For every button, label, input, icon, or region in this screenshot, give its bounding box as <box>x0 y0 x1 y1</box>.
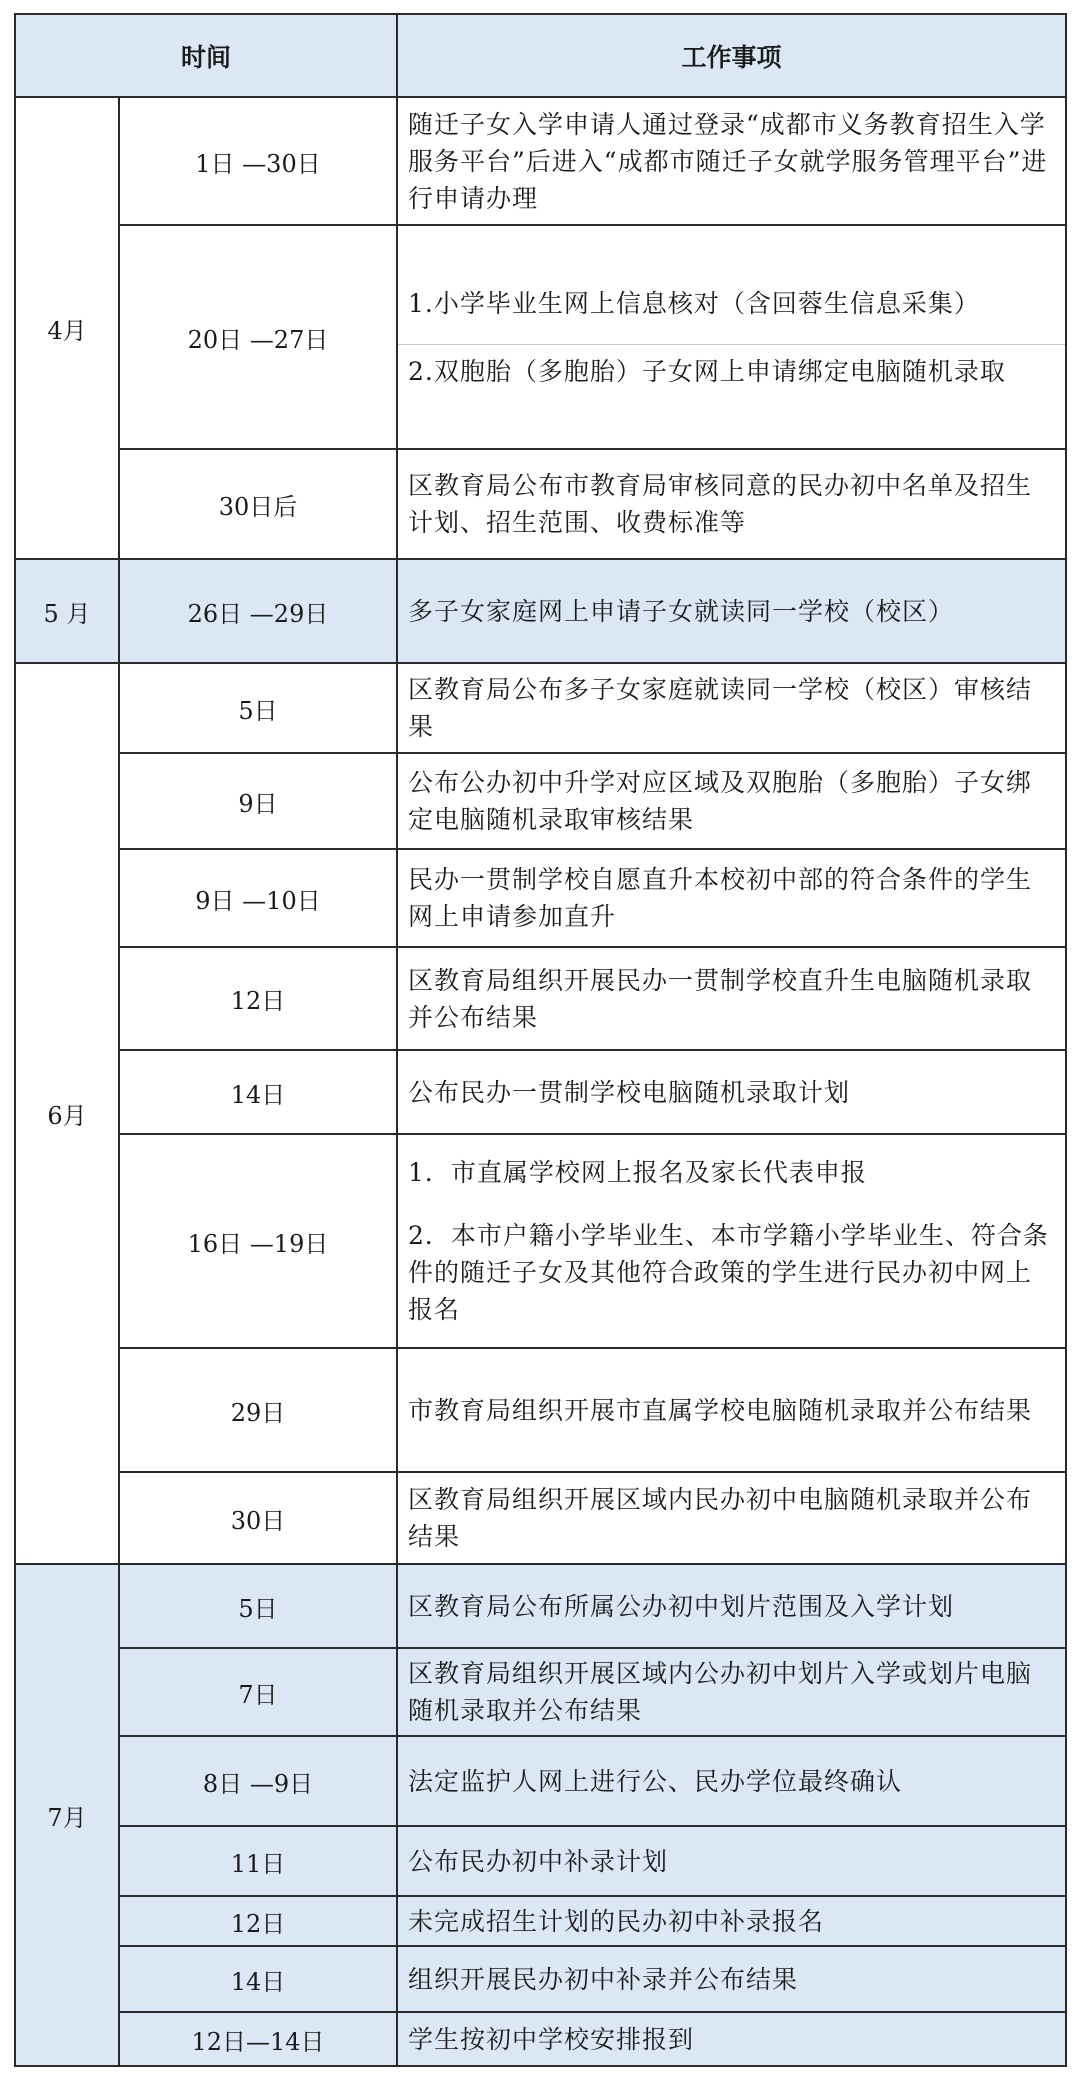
work-item-cell <box>397 1472 1066 1564</box>
month-cell: 5 月 <box>15 559 119 663</box>
schedule-row <box>15 753 1066 849</box>
work-item-cell <box>397 1946 1066 2012</box>
work-item-text: 公布民办初中补录计划 <box>408 1846 669 1876</box>
schedule-row <box>15 1736 1066 1826</box>
schedule-row <box>15 97 1066 225</box>
work-item-cell <box>397 1050 1066 1134</box>
work-item-text: 公布公办初中升学对应区域及双胞胎（多胞胎）子女绑定电脑随机录取审核结果 <box>408 768 1033 834</box>
date-cell: 5日 <box>119 1564 397 1648</box>
work-item-cell <box>397 947 1066 1050</box>
schedule-row <box>15 2012 1066 2066</box>
work-item-text: 1．市直属学校网上报名及家长代表申报 <box>408 1158 867 1187</box>
schedule-row <box>15 1946 1066 2012</box>
schedule-row <box>15 663 1066 753</box>
date-cell: 9日 <box>119 753 397 849</box>
schedule-row <box>15 1648 1066 1736</box>
work-item-text: 民办一贯制学校自愿直升本校初中部的符合条件的学生网上申请参加直升 <box>408 865 1033 931</box>
work-item-text: 公布民办一贯制学校电脑随机录取计划 <box>408 1077 851 1107</box>
work-item-text: 2．本市户籍小学毕业生、本市学籍小学毕业生、符合条件的随迁子女及其他符合政策的学生进行民办初中网上报名 <box>408 1221 1049 1324</box>
schedule-row <box>15 1348 1066 1472</box>
work-item-cell <box>397 849 1066 947</box>
date-cell: 1日 —30日 <box>119 97 397 225</box>
work-item-cell <box>397 559 1066 663</box>
work-item-cell <box>397 1564 1066 1648</box>
work-item-cell <box>397 663 1066 753</box>
month-cell: 4月 <box>15 97 119 559</box>
work-item-cell <box>397 1736 1066 1826</box>
enrollment-schedule-table <box>14 13 1067 2067</box>
work-item-text: 区教育局公布多子女家庭就读同一学校（校区）审核结果 <box>408 675 1033 741</box>
work-item-text: 市教育局组织开展市直属学校电脑随机录取并公布结果 <box>408 1395 1033 1425</box>
schedule-body <box>15 97 1066 2066</box>
date-cell: 8日 —9日 <box>119 1736 397 1826</box>
date-cell: 9日 —10日 <box>119 849 397 947</box>
work-item-cell <box>397 97 1066 225</box>
date-cell: 5日 <box>119 663 397 753</box>
date-cell: 30日后 <box>119 449 397 559</box>
work-item-cell <box>397 449 1066 559</box>
date-cell: 14日 <box>119 1946 397 2012</box>
date-cell: 12日 <box>119 947 397 1050</box>
month-cell: 6月 <box>15 663 119 1564</box>
schedule-row <box>15 1472 1066 1564</box>
date-cell: 14日 <box>119 1050 397 1134</box>
schedule-row <box>15 1134 1066 1348</box>
work-item-text: 1.小学毕业生网上信息核对（含回蓉生信息采集） <box>408 288 980 318</box>
time-column-header: 时间 <box>15 14 397 97</box>
work-column-header: 工作事项 <box>397 14 1066 97</box>
work-item-text: 2.双胞胎（多胞胎）子女网上申请绑定电脑随机录取 <box>408 356 1006 386</box>
schedule-row <box>15 559 1066 663</box>
date-cell: 7日 <box>119 1648 397 1736</box>
work-item-cell <box>397 2012 1066 2066</box>
work-item-cell <box>397 1648 1066 1736</box>
date-cell: 26日 —29日 <box>119 559 397 663</box>
sub-item-divider <box>398 344 1065 345</box>
schedule-row <box>15 1564 1066 1648</box>
date-cell: 12日 <box>119 1896 397 1946</box>
work-item-cell <box>397 753 1066 849</box>
schedule-row <box>15 1826 1066 1896</box>
schedule-row <box>15 1050 1066 1134</box>
work-item-text: 区教育局组织开展民办一贯制学校直升生电脑随机录取并公布结果 <box>408 965 1033 1032</box>
work-item-cell <box>397 1348 1066 1472</box>
date-cell: 29日 <box>119 1348 397 1472</box>
date-cell: 12日—14日 <box>119 2012 397 2066</box>
work-item-text: 区教育局公布市教育局审核同意的民办初中名单及招生计划、招生范围、收费标准等 <box>408 471 1033 537</box>
work-item-cell <box>397 1896 1066 1946</box>
work-item-text: 学生按初中学校安排报到 <box>408 2024 695 2054</box>
date-cell: 30日 <box>119 1472 397 1564</box>
work-item-text: 区教育局组织开展区域内民办初中电脑随机录取并公布结果 <box>408 1485 1033 1551</box>
work-item-text: 随迁子女入学申请人通过登录“成都市义务教育招生入学服务平台”后进入“成都市随迁子女就学服务管理平台”进行申请办理 <box>408 109 1048 213</box>
work-item-cell <box>397 1826 1066 1896</box>
schedule-row <box>15 449 1066 559</box>
work-item-cell <box>397 225 1066 449</box>
schedule-row <box>15 1896 1066 1946</box>
date-cell: 11日 <box>119 1826 397 1896</box>
schedule-row <box>15 225 1066 449</box>
date-cell: 20日 —27日 <box>119 225 397 449</box>
work-item-text: 多子女家庭网上申请子女就读同一学校（校区） <box>408 596 955 626</box>
work-item-text: 区教育局组织开展区域内公办初中划片入学或划片电脑随机录取并公布结果 <box>408 1659 1033 1725</box>
work-item-text: 法定监护人网上进行公、民办学位最终确认 <box>408 1766 903 1796</box>
work-item-text: 区教育局公布所属公办初中划片范围及入学计划 <box>408 1591 955 1621</box>
schedule-row <box>15 849 1066 947</box>
work-item-text: 组织开展民办初中补录并公布结果 <box>408 1964 799 1994</box>
schedule-row <box>15 947 1066 1050</box>
header-row <box>15 14 1066 97</box>
month-cell: 7月 <box>15 1564 119 2066</box>
work-item-text: 未完成招生计划的民办初中补录报名 <box>408 1906 825 1936</box>
sub-item-gap <box>408 1191 1053 1217</box>
date-cell: 16日 —19日 <box>119 1134 397 1348</box>
work-item-cell <box>397 1134 1066 1348</box>
